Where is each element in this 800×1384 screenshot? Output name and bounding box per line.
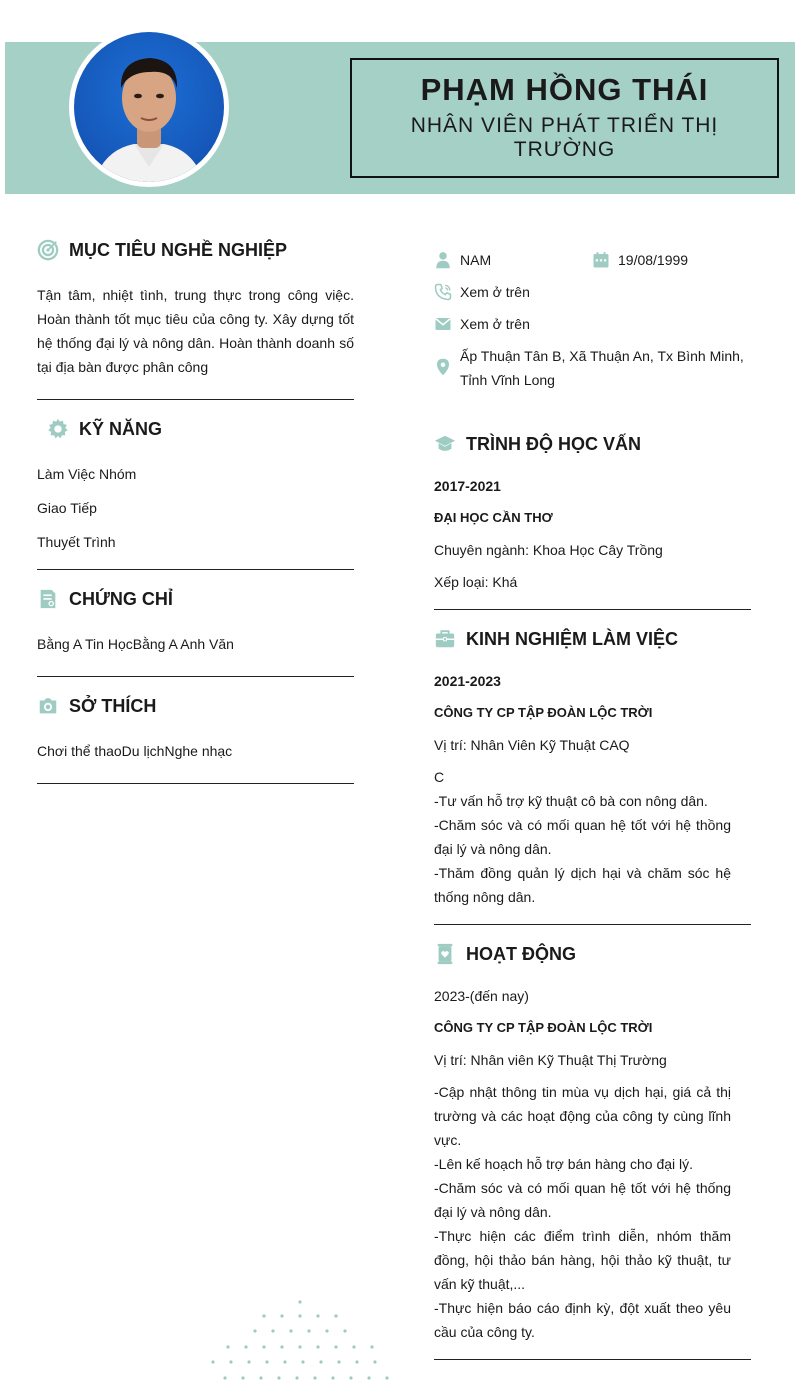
divider [37, 569, 354, 570]
full-name: PHẠM HỒNG THÁI [420, 72, 709, 107]
certificates-title-text: CHỨNG CHỈ [69, 589, 173, 609]
experience-title [434, 628, 678, 650]
certificates-title [37, 588, 173, 610]
duty-line: C [434, 769, 445, 785]
graduation-cap-icon [434, 433, 456, 455]
divider [434, 609, 751, 610]
person-icon [434, 251, 452, 269]
education-title-text: TRÌNH ĐỘ HỌC VẤN [466, 434, 641, 454]
phone-value: Xem ở trên [460, 284, 530, 300]
duty-line: -Thực hiện các điểm trình diễn, nhóm thăm đồng, hội thảo bán hàng, hội thảo kỹ thuật, tư vấn kỹ thuật,... [434, 1228, 731, 1292]
experience-period: 2021-2023 [434, 673, 501, 689]
duty-line: -Cập nhật thông tin mùa vụ dịch hại, giá cả thị trường và các hoạt động của công ty cùng lĩnh vực. [434, 1084, 731, 1148]
experience-position: Vị trí: Nhân Viên Kỹ Thuật CAQ [434, 737, 630, 753]
activities-period: 2023-(đến nay) [434, 988, 529, 1004]
education-school: ĐẠI HỌC CẦN THƠ [434, 510, 553, 525]
decorative-dots [205, 1298, 395, 1384]
skill-item: Làm Việc Nhóm [37, 466, 137, 482]
divider [37, 399, 354, 400]
location-pin-icon [434, 358, 452, 376]
phone-icon [434, 283, 452, 301]
certificates-text: Bằng A Tin HọcBằng A Anh Văn [37, 636, 234, 652]
activities-duties [434, 1080, 731, 1344]
education-title [434, 433, 641, 455]
address-value: Ấp Thuận Tân B, Xã Thuận An, Tx Bình Minh, Tỉnh Vĩnh Long [460, 348, 744, 388]
duty-line: -Tư vấn hỗ trợ kỹ thuật cô bà con nông dân. [434, 793, 708, 809]
hobbies-text: Chơi thể thaoDu lịchNghe nhạc [37, 743, 233, 759]
certificate-icon [37, 588, 59, 610]
duty-line: -Chăm sóc và có mối quan hệ tốt với hệ thống đại lý và nông dân. [434, 1180, 731, 1220]
divider [434, 924, 751, 925]
email-value: Xem ở trên [460, 316, 530, 332]
job-title: NHÂN VIÊN PHÁT TRIỂN THỊ TRƯỜNG [410, 114, 719, 161]
badge-icon [434, 943, 456, 965]
experience-duties [434, 765, 731, 909]
hobbies-title [37, 695, 156, 717]
skills-title-text: KỸ NĂNG [79, 419, 163, 439]
profile-photo [74, 32, 224, 182]
target-icon [37, 239, 59, 261]
activities-title [434, 943, 576, 965]
duty-line: -Thăm đồng quản lý dịch hại và chăm sóc hệ thống nông dân. [434, 865, 731, 905]
objective-text: Tận tâm, nhiệt tình, trung thực trong công việc. Hoàn thành tốt mục tiêu của công ty. Xây dựng tốt hệ thống đại lý và nông dân. Hoàn thành doanh số tại địa bàn được phân công [37, 287, 354, 375]
gear-icon [47, 418, 69, 440]
email-row [434, 312, 530, 336]
person-silhouette-icon [74, 32, 224, 182]
skill-item: Thuyết Trình [37, 534, 116, 550]
activities-position: Vị trí: Nhân viên Kỹ Thuật Thị Trường [434, 1052, 667, 1068]
education-period: 2017-2021 [434, 478, 501, 494]
experience-company: CÔNG TY CP TẬP ĐOÀN LỘC TRỜI [434, 705, 653, 720]
briefcase-icon [434, 628, 456, 650]
duty-line: -Thực hiện báo cáo định kỳ, đột xuất theo yêu cầu của công ty. [434, 1300, 731, 1340]
activities-title-text: HOẠT ĐỘNG [466, 944, 576, 964]
avatar [69, 27, 229, 187]
divider [37, 676, 354, 677]
experience-title-text: KINH NGHIỆM LÀM VIỆC [466, 629, 679, 649]
envelope-icon [434, 315, 452, 333]
duty-line: -Lên kế hoạch hỗ trợ bán hàng cho đại lý. [434, 1156, 694, 1172]
gender-row [434, 248, 491, 272]
activities-company: CÔNG TY CP TẬP ĐOÀN LỘC TRỜI [434, 1020, 653, 1035]
divider [434, 1359, 751, 1360]
objective-title [37, 239, 287, 261]
name-box [350, 58, 779, 178]
address-row [434, 344, 744, 392]
education-grade: Xếp loại: Khá [434, 574, 518, 590]
duty-line: -Chăm sóc và có mối quan hệ tốt với hệ thồng đại lý và nông dân. [434, 817, 731, 857]
objective-title-text: MỤC TIÊU NGHỀ NGHIỆP [69, 240, 288, 260]
dob-row [592, 248, 688, 272]
skills-title [47, 418, 162, 440]
phone-row [434, 280, 530, 304]
skill-item: Giao Tiếp [37, 500, 97, 516]
education-major: Chuyên ngành: Khoa Học Cây Trồng [434, 542, 663, 558]
calendar-icon [592, 251, 610, 269]
gender-value: NAM [460, 252, 492, 268]
divider [37, 783, 354, 784]
camera-icon [37, 695, 59, 717]
hobbies-title-text: SỞ THÍCH [69, 696, 157, 716]
dob-value: 19/08/1999 [618, 252, 689, 268]
